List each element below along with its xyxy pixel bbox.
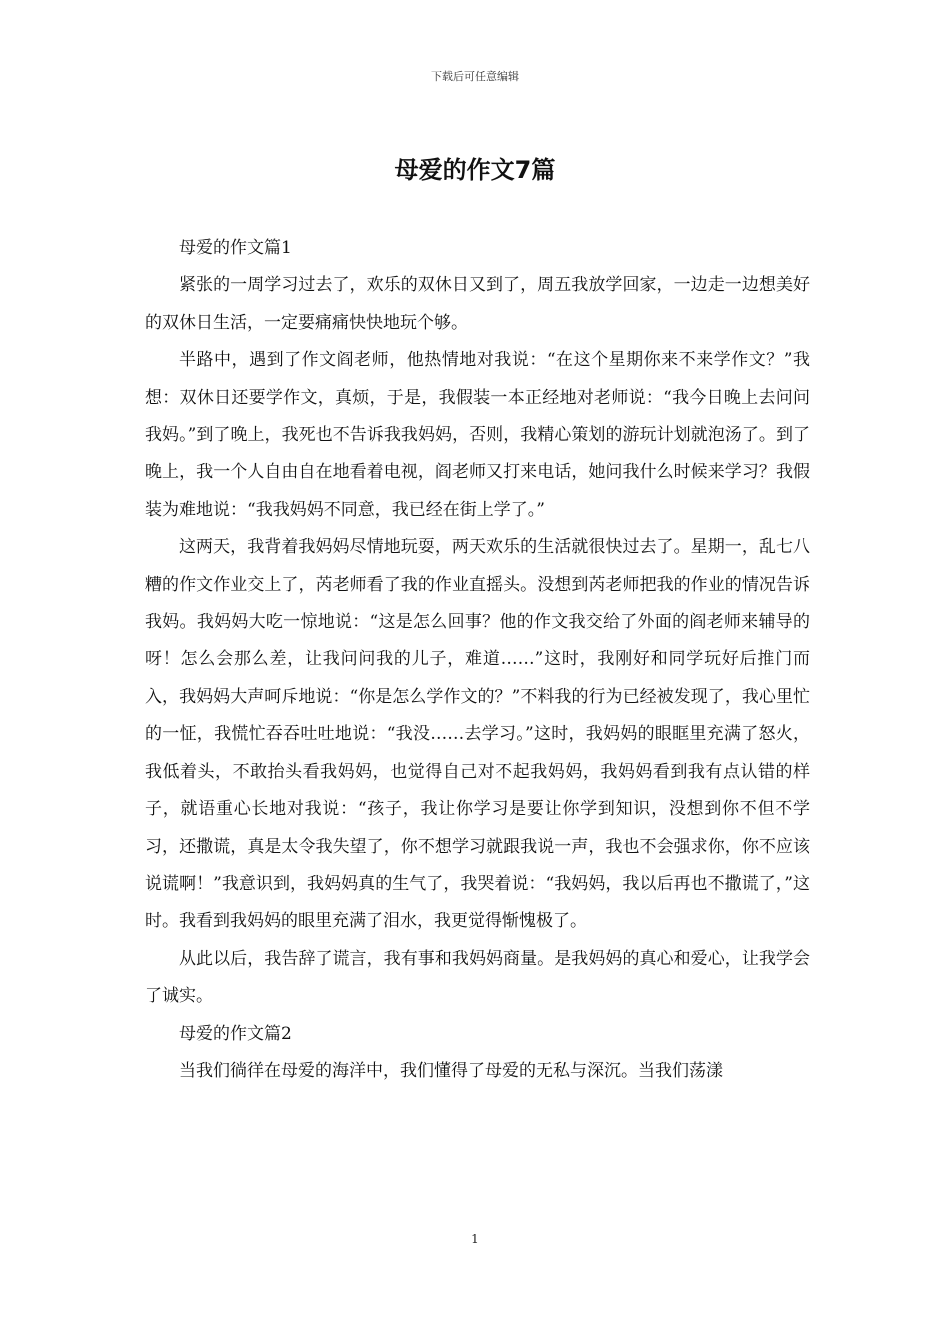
paragraph: 紧张的一周学习过去了，欢乐的双休日又到了，周五我放学回家，一边走一边想美好的双休日生活，一定要痛痛快快地玩个够。	[145, 275, 810, 333]
page-number: 1	[471, 1232, 479, 1246]
section-heading: 母爱的作文篇2	[179, 1023, 292, 1044]
header-note: 下载后可任意编辑	[431, 70, 519, 83]
paragraph: 当我们徜徉在母爱的海洋中，我们懂得了母爱的无私与深沉。当我们荡漾	[179, 1060, 723, 1081]
paragraph: 半路中，遇到了作文阎老师，他热情地对我说：“在这个星期你来不来学作文？”我想：双休日还要学作文，真烦，于是，我假装一本正经地对老师说：“我今日晚上去问问我妈。”到了晚上，我死也不告诉我我妈妈，否则，我精心策划的游玩计划就泡汤了。到了晚上，我一个人自由自在地看着电视，阎老师又打来电话，她问我什么时候来学习？我假装为难地说：“我我妈妈不同意，我已经在街上学了。”	[145, 350, 810, 520]
section-heading: 母爱的作文篇1	[179, 238, 292, 258]
document-title: 母爱的作文7篇	[394, 156, 556, 184]
paragraph: 这两天，我背着我妈妈尽情地玩耍，两天欢乐的生活就很快过去了。星期一，乱七八糟的作文作业交上了，芮老师看了我的作业直摇头。没想到芮老师把我的作业的情况告诉我妈。我妈妈大吃一惊地说：“这是怎么回事？他的作文我交给了外面的阎老师来辅导的呀！怎么会那么差，让我问问我的儿子，难道……”这时，我刚好和同学玩好后推门而入，我妈妈大声呵斥地说：“你是怎么学作文的？”不料我的行为已经被发现了，我心里忙的一怔，我慌忙吞吞吐吐地说：“我没……去学习。”这时，我妈妈的眼眶里充满了怒火，我低着头，不敢抬头看我妈妈，也觉得自己对不起我妈妈，我妈妈看到我有点认错的样子，就语重心长地对我说：“孩子，我让你学习是要让你学到知识，没想到你不但不学习，还撒谎，真是太令我失望了，你不想学习就跟我说一声，我也不会强求你，你不应该说谎啊！”我意识到，我妈妈真的生气了，我哭着说：“我妈妈，我以后再也不撒谎了，”这时。我看到我妈妈的眼里充满了泪水，我更觉得惭愧极了。	[145, 537, 810, 932]
paragraph: 从此以后，我告辞了谎言，我有事和我妈妈商量。是我妈妈的真心和爱心，让我学会了诚实。	[145, 948, 810, 1007]
document-body	[145, 230, 810, 1090]
